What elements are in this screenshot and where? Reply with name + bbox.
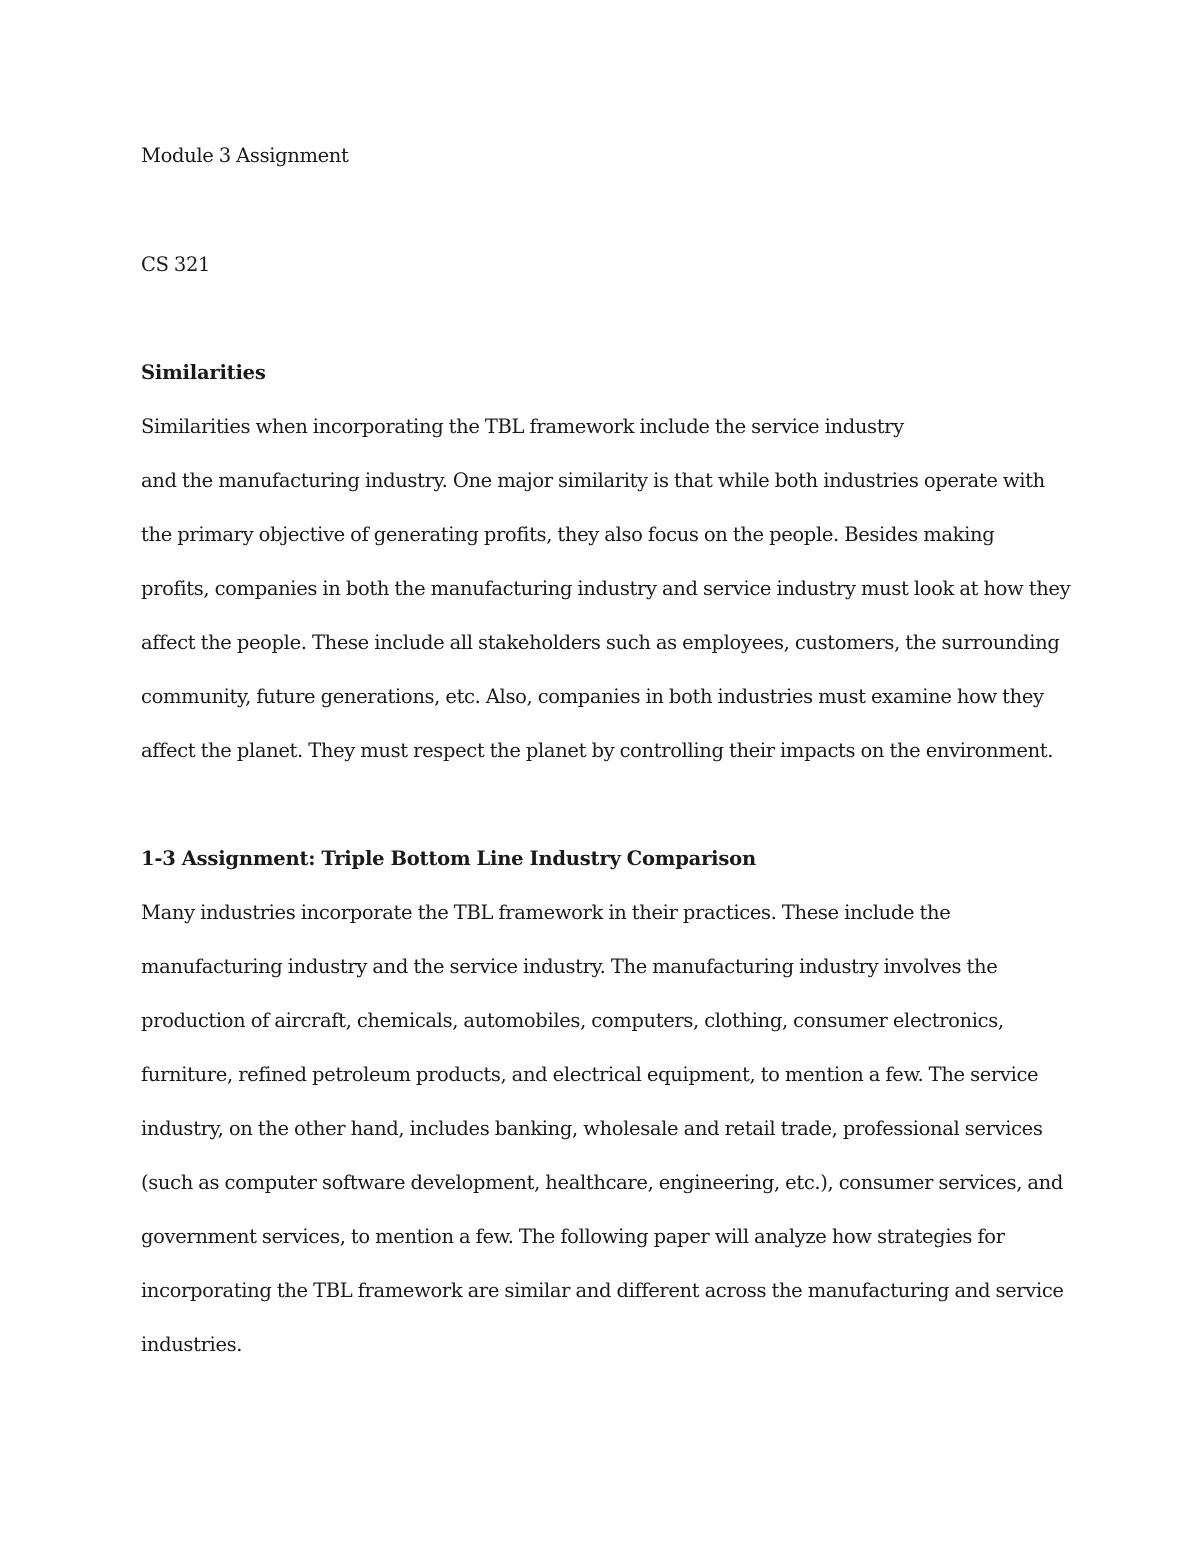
- section-heading-assignment: 1-3 Assignment: Triple Bottom Line Industry Comparison: [141, 847, 756, 870]
- paragraph-line: affect the planet. They must respect the planet by controlling their impacts on the environment.: [141, 739, 1054, 762]
- paragraph-line: incorporating the TBL framework are similar and different across the manufacturing and service: [141, 1279, 1064, 1302]
- paragraph-line: (such as computer software development, healthcare, engineering, etc.), consumer services, and: [141, 1171, 1064, 1194]
- paragraph-line: furniture, refined petroleum products, and electrical equipment, to mention a few. The service: [141, 1063, 1039, 1086]
- paragraph-line: Many industries incorporate the TBL framework in their practices. These include the: [141, 901, 951, 924]
- paragraph-line: Similarities when incorporating the TBL framework include the service industry: [141, 415, 904, 438]
- paragraph-line: and the manufacturing industry. One major similarity is that while both industries operate with: [141, 469, 1045, 492]
- paragraph-line: manufacturing industry and the service industry. The manufacturing industry involves the: [141, 955, 998, 978]
- paragraph-line: industry, on the other hand, includes banking, wholesale and retail trade, professional services: [141, 1117, 1043, 1140]
- paragraph-line: production of aircraft, chemicals, automobiles, computers, clothing, consumer electronics,: [141, 1009, 1004, 1032]
- course-code: CS 321: [141, 253, 211, 276]
- paragraph-line: profits, companies in both the manufacturing industry and service industry must look at how they: [141, 577, 1071, 600]
- paragraph-line: community, future generations, etc. Also, companies in both industries must examine how they: [141, 685, 1044, 708]
- paragraph-line: affect the people. These include all stakeholders such as employees, customers, the surrounding: [141, 631, 1060, 654]
- paragraph-line: industries.: [141, 1333, 243, 1356]
- section-heading-similarities: Similarities: [141, 361, 266, 384]
- document-title: Module 3 Assignment: [141, 144, 349, 167]
- paragraph-line: the primary objective of generating profits, they also focus on the people. Besides making: [141, 523, 995, 546]
- paragraph-line: government services, to mention a few. The following paper will analyze how strategies for: [141, 1225, 1005, 1248]
